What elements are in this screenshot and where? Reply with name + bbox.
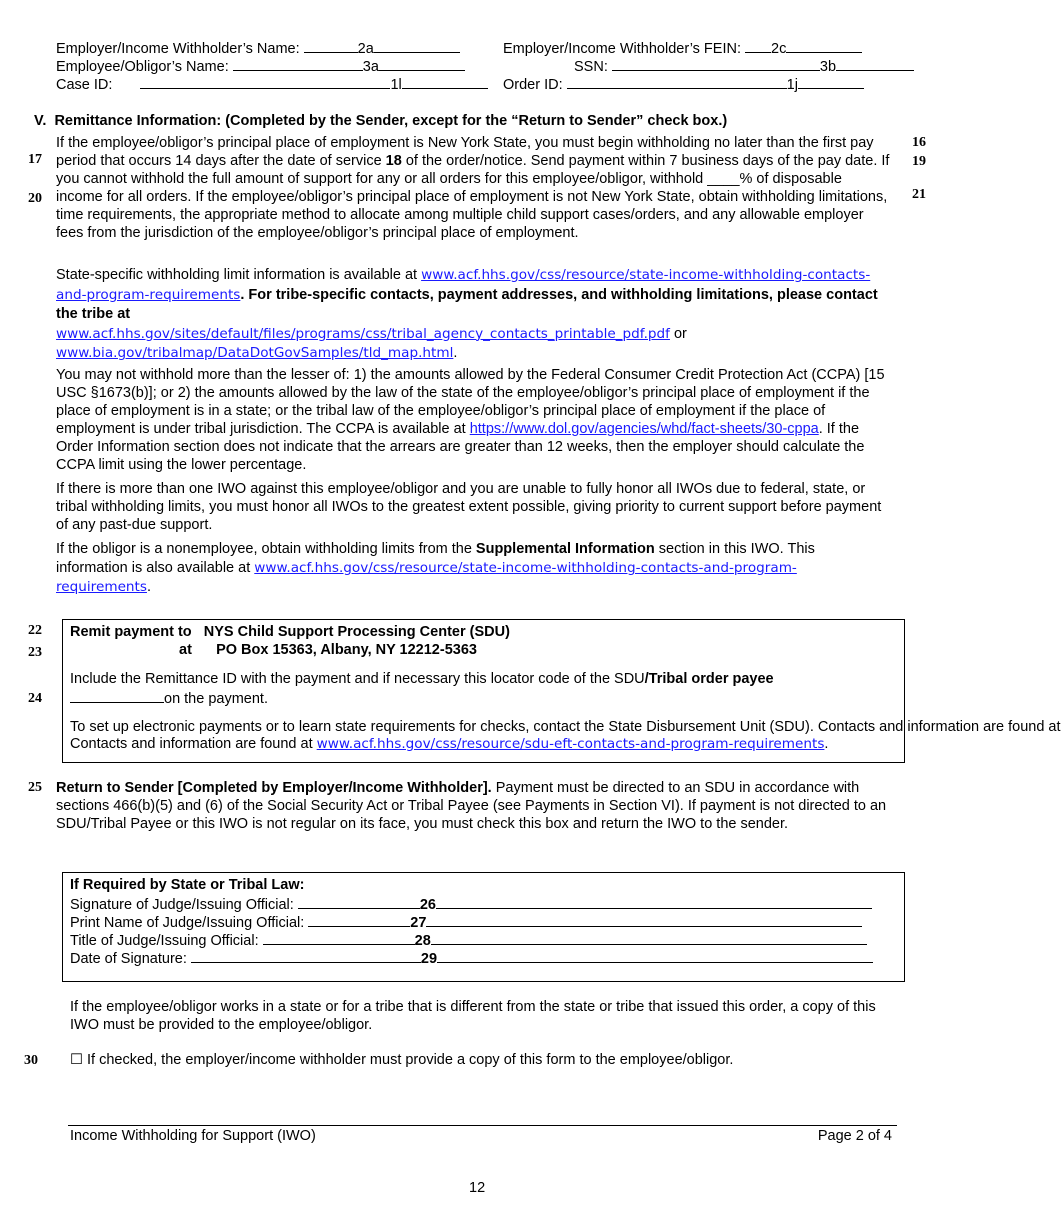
field-number: 17 bbox=[28, 152, 42, 167]
date-field[interactable]: Date of Signature: 29 bbox=[70, 948, 873, 968]
copy-note: If the employee/obligor works in a state or for a tribe that is different from the state or tribe that issued this order, a copy of this IWO must be provided to the employee/obligor. bbox=[70, 999, 876, 1033]
employee-name-row: Employee/Obligor’s Name: 3a bbox=[56, 56, 465, 76]
remit-payment-box: Remit payment to NYS Child Support Processing Center (SDU) at PO Box 15363, Albany, NY 12212-5363 Include the Remittance ID with the payment and if necessary this locator code of the SDU/Tribal order payee on the payment. To set up electronic payments or to learn state requirements for checks, contact the State Disbursement Unit (SDU). Contacts and information are found at bbox=[62, 619, 905, 763]
tribal-contacts-link[interactable]: www.acf.hhs.gov/sites/default/files/programs/css/tribal_agency_contacts_printable_pdf.pdf bbox=[56, 325, 670, 342]
field-number: 16 bbox=[912, 135, 926, 150]
tribal-map-link[interactable]: www.bia.gov/tribalmap/DataDotGovSamples/tld_map.html bbox=[56, 345, 454, 361]
ccpa-link[interactable]: https://www.dol.gov/agencies/whd/fact-sheets/30-cppa bbox=[469, 421, 819, 437]
signature-field[interactable]: Signature of Judge/Issuing Official: 26 bbox=[70, 894, 872, 914]
field-number: 30 bbox=[24, 1053, 38, 1068]
return-to-sender-paragraph: Return to Sender [Completed by Employer/Income Withholder]. Payment must be directed to an SDU in accordance with sections 466(b)(5) and (6) of the Social Security Act or Tribal Payee (see Payments in Section VI). If payment is not directed to an SDU/Tribal Payee or this IWO is not regular on its face, you must check this box and return the IWO to the sender. bbox=[56, 780, 887, 832]
withholding-paragraph: If the employee/obligor’s principal place of employment is New York State, you must begin withholding no later than the first pay period that occurs 14 days after the date of service 18 of the order/notice. Send payment within 7 business days of the pay date. If you cannot withhold the full amount of support for any or all orders for this employee/obligor, withhold ____% of disposable income for all orders. If the employee/obligor’s principal place of employment is not New York State, obtain withholding limitations, time requirements, the appropriate method to allocate among multiple child support cases/orders, and any allowable employer fees from the jurisdiction of the employee/obligor’s principal place of employment. bbox=[56, 135, 890, 241]
ssn-row: SSN: 3b bbox=[574, 56, 914, 76]
judge-signature-box: If Required by State or Tribal Law: Signature of Judge/Issuing Official: 26 Print Name of Judge/Issuing Official: 27 Title of Judge/Issuing Official: 28 Date of Signature: 29 bbox=[62, 872, 905, 982]
eft-line2: Contacts and information are found at www.acf.hhs.gov/css/resource/sdu-eft-contacts-and-program-requirements. bbox=[70, 736, 829, 752]
employer-name-row: Employer/Income Withholder’s Name: 2a bbox=[56, 38, 460, 58]
footer-title: Income Withholding for Support (IWO) bbox=[70, 1128, 316, 1144]
footer-page: Page 2 of 4 bbox=[817, 1128, 892, 1144]
title-field[interactable]: Title of Judge/Issuing Official: 28 bbox=[70, 930, 867, 950]
field-number: 25 bbox=[28, 780, 42, 795]
order-id-row: Order ID: 1j bbox=[503, 74, 864, 94]
footer-divider bbox=[68, 1125, 897, 1126]
sdu-eft-link[interactable]: www.acf.hhs.gov/css/resource/sdu-eft-contacts-and-program-requirements bbox=[316, 736, 825, 752]
state-withholding-link-2[interactable]: www.acf.hhs.gov/css/resource/state-income-withholding-contacts-and-program-requirements bbox=[56, 560, 797, 595]
ccpa-paragraph: You may not withhold more than the lesser of: 1) the amounts allowed by the Federal Consumer Credit Protection Act (CCPA) [15 USC §1673(b)]; or 2) the amounts allowed by the law of the state of the employee/obligor’s principal place of employment if the place of employment is in a state; or the tribal law of the employee/obligor’s principal place of employment if the place of employment is under tribal jurisdiction. The CCPA is available at https://www.dol.gov/agencies/whd/fact-sheets/30-cppa. If the Order Information section does not indicate that the arrears are greater than 12 weeks, then the employer should calculate the CCPA limit using the lower percentage. bbox=[56, 367, 885, 473]
multiple-iwo-paragraph: If there is more than one IWO against this employee/obligor and you are unable to fully honor all IWOs due to federal, state, or tribal withholding limits, you must honor all IWOs to the greatest extent possible, giving priority to current support before payment of any past-due support. bbox=[56, 481, 882, 533]
field-number: 20 bbox=[28, 191, 42, 206]
page-number: 12 bbox=[469, 1180, 486, 1196]
field-number: 24 bbox=[28, 691, 42, 706]
fein-row: Employer/Income Withholder’s FEIN: 2c bbox=[503, 38, 862, 58]
section-heading: V. Remittance Information: (Completed by the Sender, except for the “Return to Sender” check box.) bbox=[34, 113, 728, 129]
nonemployee-paragraph: If the obligor is a nonemployee, obtain withholding limits from the Supplemental Information section in this IWO. This information is also available at www.acf.hhs.gov/css/resource/state-income-withholding-contacts-and-program-requirements. bbox=[56, 541, 815, 595]
state-withholding-link[interactable]: www.acf.hhs.gov/css/resource/state-income-withholding-contacts-and-program-requirements bbox=[56, 267, 871, 303]
field-number: 19 bbox=[912, 154, 926, 169]
state-limits-paragraph: State-specific withholding limit information is available at www.acf.hhs.gov/css/resource/state-income-withholding-contacts-and-program-requirements. For tribe-specific contacts, payment addresses, and withholding limitations, please contact the tribe at www.acf.hhs.gov/sites/default/files/programs/css/tribal_agency_contacts_printable_pdf.pdf or www.bia.gov/tribalmap/DataDotGovSamples/tld_map.html. bbox=[56, 267, 878, 361]
field-number: 21 bbox=[912, 187, 926, 202]
case-id-row: Case ID: 1l bbox=[56, 74, 488, 94]
field-number: 22 bbox=[28, 623, 42, 638]
copy-checkbox[interactable]: ☐ bbox=[70, 1052, 83, 1068]
field-number: 23 bbox=[28, 645, 42, 660]
copy-checkbox-row: ☐ If checked, the employer/income withholder must provide a copy of this form to the employee/obligor. bbox=[70, 1052, 734, 1068]
print-name-field[interactable]: Print Name of Judge/Issuing Official: 27 bbox=[70, 912, 862, 932]
